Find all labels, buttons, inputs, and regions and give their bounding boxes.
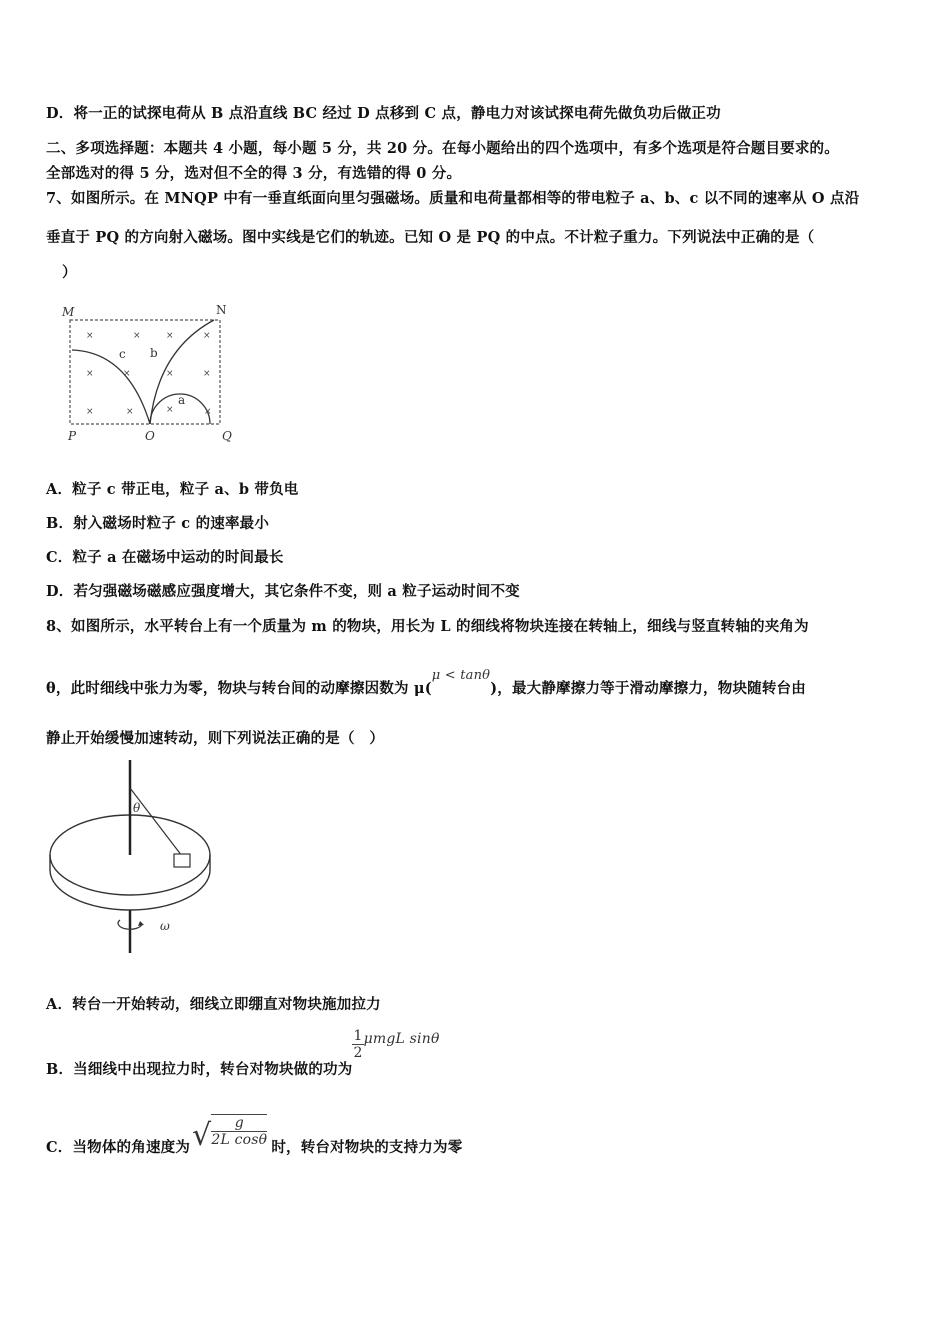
q6-option-d: D．将一正的试探电荷从 B 点沿直线 BC 经过 D 点移到 C 点，静电力对该试探电荷先做负功后做正功 [46, 105, 721, 122]
fraction-den: 2 [353, 1045, 363, 1061]
field-cross: × [86, 369, 94, 379]
label-b: b [150, 346, 158, 360]
q8-option-b [46, 1028, 440, 1078]
q7-option-b: B．射入磁场时粒子 c 的速率最小 [46, 515, 270, 532]
label-p: P [68, 429, 77, 443]
field-cross: × [204, 407, 212, 417]
field-cross: × [133, 331, 141, 341]
turntable-figure [44, 758, 224, 958]
q8-option-a: A．转台一开始转动，细线立即绷直对物块施加拉力 [46, 996, 381, 1013]
field-cross: × [86, 407, 94, 417]
label-q: Q [222, 429, 232, 443]
omega-fraction [211, 1114, 267, 1148]
q8-stem-part1: θ，此时细线中张力为零，物块与转台间的动摩擦因数为 μ( [46, 680, 432, 697]
half-fraction [352, 1028, 363, 1061]
fraction-den: 2L cosθ [211, 1132, 268, 1148]
label-o: O [145, 429, 155, 443]
q8-option-b-text: B．当细线中出现拉力时，转台对物块做的功为 [46, 1060, 353, 1078]
section-heading: 二、多项选择题：本题共 4 小题，每小题 5 分，共 20 分。在每小题给出的四个选项中，有多个选项是符合题目要求的。 [46, 140, 839, 157]
field-cross: × [166, 405, 174, 415]
q8-option-c-text2: 时，转台对物块的支持力为零 [271, 1139, 463, 1156]
field-cross: × [166, 331, 174, 341]
friction-condition: μ < tanθ [431, 668, 491, 683]
field-cross: × [166, 369, 174, 379]
magnetic-field-figure [58, 300, 238, 445]
work-expression: μmgL sinθ [363, 1030, 440, 1047]
field-cross: × [123, 369, 131, 379]
q8-stem-line2 [46, 668, 806, 698]
omega-label: ω [160, 919, 170, 933]
q7-stem-line2: 垂直于 PQ 的方向射入磁场。图中实线是它们的轨迹。已知 O 是 PQ 的中点。不计粒子重力。下列说法中正确的是（ [46, 229, 815, 246]
theta-label: θ [133, 801, 141, 815]
label-n: N [216, 303, 227, 317]
trajectory-c [72, 350, 150, 424]
q7-stem-line3: ） [62, 264, 77, 281]
field-cross: × [86, 331, 94, 341]
q8-stem-part2: )，最大静摩擦力等于滑动摩擦力，物块随转台由 [490, 680, 806, 697]
q8-option-c-text1: C．当物体的角速度为 [46, 1139, 191, 1156]
field-cross: × [203, 369, 211, 379]
fraction-num: 1 [353, 1028, 363, 1044]
q8-option-c: C．当物体的角速度为√ $\frac{g}{\text{2L cosθ}}$ 时，转台对物块的支持力为零 [46, 1115, 463, 1156]
q8-stem-line1: 8、如图所示，水平转台上有一个质量为 m 的物块，用长为 L 的细线将物块连接在转轴上，细线与竖直转轴的夹角为 [46, 618, 809, 635]
block [174, 854, 190, 867]
section-scoring: 全部选对的得 5 分，选对但不全的得 3 分，有选错的得 0 分。 [46, 165, 462, 182]
label-a: a [178, 393, 186, 407]
q7-option-a: A．粒子 c 带正电，粒子 a、b 带负电 [46, 481, 299, 498]
field-cross: × [126, 407, 134, 417]
q7-option-c: C．粒子 a 在磁场中运动的时间最长 [46, 549, 284, 566]
fraction-num: g [211, 1115, 267, 1132]
field-cross: × [203, 331, 211, 341]
label-c: c [119, 347, 126, 361]
q7-option-d: D．若匀强磁场磁感应强度增大，其它条件不变，则 a 粒子运动时间不变 [46, 583, 520, 600]
q8-stem-line3: 静止开始缓慢加速转动，则下列说法正确的是（ ） [46, 730, 385, 747]
q7-stem-line1: 7、如图所示。在 MNQP 中有一垂直纸面向里匀强磁场。质量和电荷量都相等的带电粒子 a、b、c 以不同的速率从 O 点沿 [46, 190, 860, 207]
label-m: M [62, 305, 75, 319]
